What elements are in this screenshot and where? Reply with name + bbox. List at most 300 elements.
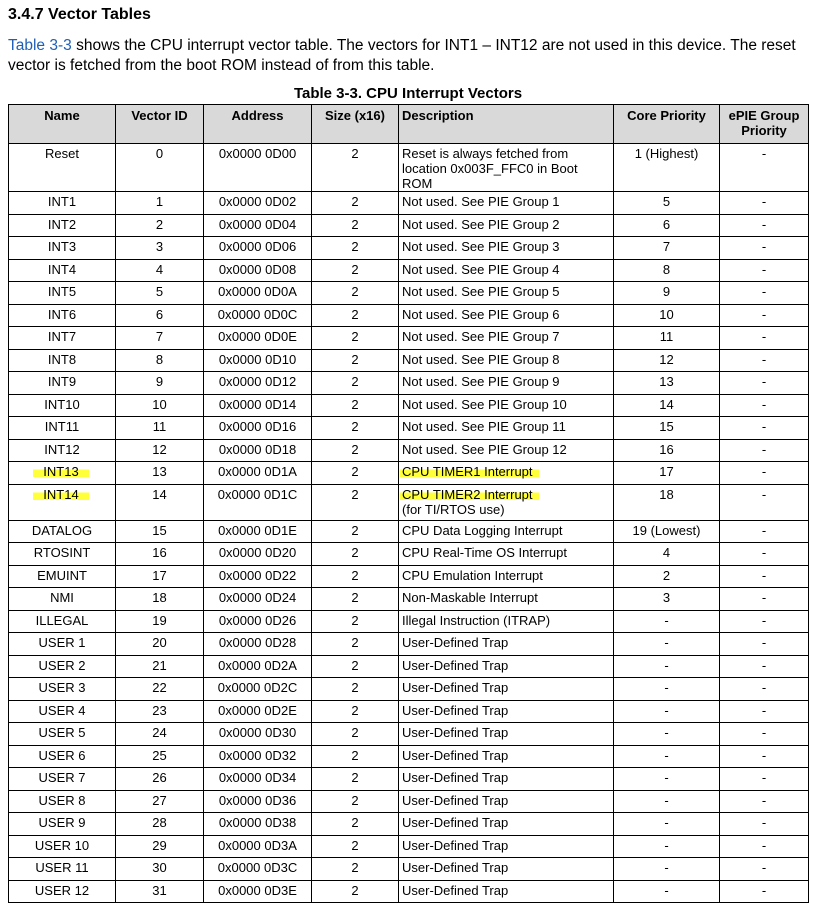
cell-core-priority [614,394,720,417]
cell-core-priority-text: - [664,612,669,628]
cell-size [312,327,399,350]
cell-name [9,327,116,350]
cell-description [399,858,614,881]
table-row [9,372,809,395]
cell-address-text: 0x0000 0D1C [217,486,298,502]
cell-core-priority-text: - [664,702,669,718]
cell-address-text: 0x0000 0D3C [217,860,298,875]
cell-vector-id-text: 13 [152,464,167,479]
cell-core-priority [614,835,720,858]
cell-epie-priority [720,192,809,215]
cell-name [9,462,116,485]
cell-epie-priority-text: - [761,567,767,583]
cell-core-priority-text: 15 [659,419,674,434]
cell-size-text: 2 [351,882,359,898]
cell-size [312,214,399,237]
cell-size-text: 2 [351,261,359,277]
cell-description-text: Non-Maskable Interrupt [402,590,538,605]
cell-size-text: 2 [351,590,359,605]
cell-size-text: 2 [351,725,359,740]
cell-core-priority-text: 16 [659,441,674,457]
cell-size [312,259,399,282]
cell-name [9,588,116,611]
cell-core-priority [614,858,720,881]
cell-epie-priority [720,484,809,520]
cell-epie-priority [720,588,809,611]
cell-vector-id [116,565,204,588]
cell-address-text: 0x0000 0D38 [218,815,297,830]
cell-name [9,813,116,836]
table-row [9,214,809,237]
column-header-description: Description [399,105,614,144]
cell-size [312,588,399,611]
cell-vector-id [116,349,204,372]
cell-size [312,565,399,588]
cell-vector-id [116,282,204,305]
cell-core-priority-text: 6 [662,216,671,232]
cell-description-text: User-Defined Trap [402,680,509,695]
cell-epie-priority-text: - [761,612,767,628]
table-row [9,813,809,836]
cell-name-text: INT8 [47,351,77,367]
cell-core-priority [614,192,720,215]
cell-size-text: 2 [351,770,359,785]
cell-address-text: 0x0000 0D24 [218,590,297,605]
cell-description-text: CPU TIMER1 Interrupt [400,464,539,479]
cell-size [312,655,399,678]
cell-vector-id [116,394,204,417]
table-row [9,327,809,350]
cell-address [204,417,312,440]
cell-size [312,304,399,327]
cell-name [9,394,116,417]
cell-size-text: 2 [351,486,359,502]
table-row [9,349,809,372]
cell-address [204,214,312,237]
cell-address [204,723,312,746]
cell-description-text: Not used. See PIE Group 8 [402,351,560,367]
cell-size [312,813,399,836]
table-body [9,144,809,903]
cell-size-text: 2 [351,329,359,344]
cell-address [204,394,312,417]
cell-epie-priority [720,349,809,372]
cell-vector-id [116,768,204,791]
cell-epie-priority [720,327,809,350]
cell-description [399,768,614,791]
cell-epie-priority [720,835,809,858]
cell-epie-priority [720,610,809,633]
table-row [9,768,809,791]
table-row [9,588,809,611]
cell-vector-id [116,439,204,462]
cell-vector-id-text: 9 [155,374,164,389]
cell-description [399,813,614,836]
cell-description-text: User-Defined Trap [402,792,509,808]
cell-core-priority-text: 7 [662,239,671,254]
cell-name [9,417,116,440]
cell-vector-id-text: 14 [152,486,167,502]
cell-vector-id [116,214,204,237]
cell-core-priority [614,237,720,260]
cell-size-text: 2 [351,374,359,389]
cell-vector-id [116,327,204,350]
cell-vector-id-text: 15 [152,522,167,538]
cell-address [204,633,312,656]
cell-description-text: User-Defined Trap [402,725,509,740]
cell-description-text: Not used. See PIE Group 12 [402,441,567,457]
cell-epie-priority-text: - [761,216,767,232]
cell-description-text: Not used. See PIE Group 9 [402,374,560,389]
cell-address [204,678,312,701]
cell-core-priority-text: 19 (Lowest) [632,522,701,538]
cell-size-text: 2 [351,657,359,673]
cell-name-text: USER 4 [38,702,86,718]
cell-size-text: 2 [351,146,359,161]
cell-epie-priority [720,678,809,701]
cell-epie-priority-text: - [761,374,767,389]
cell-name-text: INT11 [44,419,80,434]
table-row [9,439,809,462]
cell-name-text: USER 7 [38,770,86,785]
cell-address [204,304,312,327]
cell-name-text: Reset [45,146,79,161]
cell-vector-id-text: 24 [152,725,167,740]
cell-description [399,439,614,462]
cell-epie-priority [720,462,809,485]
table-row [9,880,809,903]
cell-epie-priority-text: - [761,590,767,605]
cell-address [204,700,312,723]
cell-name [9,700,116,723]
cell-name-text: USER 12 [34,882,90,898]
cell-core-priority [614,259,720,282]
cell-name-text: INT1 [47,194,77,209]
cell-description [399,259,614,282]
cell-vector-id-text: 27 [152,792,167,808]
cell-name-text: INT5 [47,284,77,299]
cell-description [399,282,614,305]
cell-epie-priority [720,565,809,588]
cell-description [399,745,614,768]
cell-description [399,723,614,746]
cell-size-text: 2 [351,194,359,209]
cell-vector-id [116,417,204,440]
cell-name-text: USER 9 [38,815,86,830]
cell-address-text: 0x0000 0D04 [218,216,297,232]
cell-epie-priority [720,790,809,813]
cell-size [312,462,399,485]
cell-epie-priority [720,417,809,440]
cell-address [204,745,312,768]
cell-description-text: Not used. See PIE Group 7 [402,329,560,344]
cell-epie-priority [720,259,809,282]
cell-address [204,484,312,520]
cell-address-text: 0x0000 0D08 [218,261,297,277]
cell-size-text: 2 [351,567,359,583]
cell-vector-id-text: 16 [152,545,167,560]
cell-epie-priority [720,282,809,305]
cell-description [399,655,614,678]
cell-epie-priority-text: - [761,239,767,254]
cell-core-priority-text: 2 [662,567,671,583]
intro-text: shows the CPU interrupt vector table. The vectors for INT1 – INT12 are not used in this device. The reset vector is fetched from the boot ROM instead of from this table. [8,37,796,74]
table-reference-link[interactable]: Table 3-3 [8,37,72,54]
cell-core-priority [614,484,720,520]
cell-address [204,237,312,260]
cell-vector-id [116,790,204,813]
cell-address-text: 0x0000 0D2A [218,657,297,673]
cell-core-priority-text: 10 [659,306,674,322]
cell-epie-priority-text: - [761,351,767,367]
cell-description-text: User-Defined Trap [402,770,509,785]
table-row [9,417,809,440]
cell-size [312,790,399,813]
cell-address [204,372,312,395]
cell-address [204,327,312,350]
cell-name-text: NMI [50,590,74,605]
cell-description-text: Not used. See PIE Group 1 [402,194,560,209]
cell-name-text: INT13 [33,464,88,479]
cell-description [399,588,614,611]
cell-address-text: 0x0000 0D06 [218,239,297,254]
cell-size [312,543,399,566]
cell-size-text: 2 [351,680,359,695]
cell-description [399,394,614,417]
cell-core-priority [614,214,720,237]
cell-size [312,144,399,192]
cell-vector-id [116,655,204,678]
table-row [9,543,809,566]
cell-size [312,633,399,656]
cell-description-text: User-Defined Trap [402,657,509,673]
cell-address-text: 0x0000 0D00 [218,146,297,161]
cell-vector-id [116,372,204,395]
cell-vector-id-text: 18 [152,590,167,605]
cell-epie-priority-text: - [761,441,767,457]
cell-address-text: 0x0000 0D14 [218,396,297,412]
cell-address-text: 0x0000 0D28 [218,635,297,650]
cell-vector-id-text: 23 [152,702,167,718]
cell-core-priority [614,700,720,723]
cell-description-text: User-Defined Trap [402,635,509,650]
cell-name-text: USER 11 [35,860,89,875]
cpu-interrupt-vector-table [8,104,809,903]
cell-name-text: USER 8 [38,792,86,808]
cell-vector-id [116,745,204,768]
cell-size [312,417,399,440]
cell-size-text: 2 [351,837,359,853]
table-row [9,462,809,485]
cell-core-priority-text: - [664,747,669,763]
table-row [9,678,809,701]
cell-name-text: ILLEGAL [35,612,89,628]
cell-epie-priority-text: - [761,770,767,785]
table-row [9,700,809,723]
cell-size-text: 2 [351,284,359,299]
cell-name-text: INT7 [47,329,77,344]
cell-epie-priority [720,237,809,260]
cell-address [204,462,312,485]
cell-core-priority [614,543,720,566]
cell-vector-id-text: 11 [152,419,167,434]
cell-name [9,144,116,192]
cell-vector-id-text: 30 [152,860,167,875]
cell-address [204,588,312,611]
cell-epie-priority [720,372,809,395]
cell-epie-priority-text: - [761,284,767,299]
cell-description [399,144,614,192]
cell-epie-priority [720,700,809,723]
cell-name [9,655,116,678]
cell-core-priority [614,565,720,588]
cell-address [204,520,312,543]
cell-vector-id-text: 8 [155,351,164,367]
cell-description [399,192,614,215]
cell-core-priority-text: - [664,837,669,853]
cell-address-text: 0x0000 0D26 [218,612,297,628]
table-row [9,282,809,305]
cell-core-priority [614,372,720,395]
column-header-core-priority: Core Priority [614,105,720,144]
cell-name [9,520,116,543]
cell-address [204,144,312,192]
cell-core-priority [614,462,720,485]
cell-epie-priority-text: - [761,419,767,434]
cell-size-text: 2 [351,860,359,875]
cell-description [399,700,614,723]
cell-address-text: 0x0000 0D20 [218,545,297,560]
cell-epie-priority-text: - [761,860,767,875]
cell-name [9,484,116,520]
cell-epie-priority [720,543,809,566]
cell-vector-id-text: 26 [152,770,167,785]
cell-vector-id-text: 17 [152,567,167,583]
cell-core-priority [614,144,720,192]
cell-description-text: CPU Emulation Interrupt [402,567,543,583]
cell-description [399,678,614,701]
cell-size [312,610,399,633]
cell-core-priority [614,588,720,611]
table-row [9,610,809,633]
cell-description [399,214,614,237]
cell-size-text: 2 [351,464,359,479]
cell-name-text: USER 2 [38,657,86,673]
table-row [9,192,809,215]
cell-size-text: 2 [351,522,359,538]
cell-address-text: 0x0000 0D34 [218,770,297,785]
cell-size [312,282,399,305]
table-row [9,790,809,813]
cell-vector-id-text: 22 [152,680,167,695]
cell-vector-id-text: 21 [152,657,167,673]
cell-vector-id-text: 5 [155,284,164,299]
cell-epie-priority [720,439,809,462]
cell-core-priority-text: - [664,680,669,695]
cell-name-text: INT3 [47,239,77,254]
cell-address-text: 0x0000 0D0E [218,329,297,344]
cell-vector-id [116,723,204,746]
table-row [9,144,809,192]
cell-name [9,543,116,566]
cell-vector-id [116,610,204,633]
cell-core-priority [614,880,720,903]
table-row [9,565,809,588]
table-row [9,259,809,282]
cell-description [399,835,614,858]
cell-core-priority-text: - [664,792,669,808]
cell-core-priority-text: - [664,725,669,740]
cell-address-text: 0x0000 0D32 [218,747,297,763]
cell-address-text: 0x0000 0D22 [218,567,297,583]
cell-vector-id [116,259,204,282]
cell-size [312,723,399,746]
cell-epie-priority-text: - [761,725,767,740]
cell-name [9,214,116,237]
cell-epie-priority [720,633,809,656]
cell-size-text: 2 [351,441,359,457]
table-row [9,858,809,881]
cell-vector-id-text: 6 [155,306,164,322]
cell-address [204,880,312,903]
cell-core-priority [614,520,720,543]
cell-name-text: INT4 [47,261,77,277]
cell-core-priority [614,678,720,701]
cell-epie-priority-text: - [761,837,767,853]
cell-core-priority [614,417,720,440]
cell-description-text: Not used. See PIE Group 10 [402,396,567,412]
cell-epie-priority [720,858,809,881]
column-header-vector-id: Vector ID [116,105,204,144]
cell-core-priority [614,655,720,678]
cell-vector-id [116,543,204,566]
cell-size-text: 2 [351,239,359,254]
cell-core-priority [614,723,720,746]
cell-vector-id-text: 29 [152,837,167,853]
cell-epie-priority-text: - [761,146,767,161]
cell-address [204,655,312,678]
cell-name [9,372,116,395]
table-header-row [9,105,809,144]
cell-description-text: Not used. See PIE Group 5 [402,284,560,299]
cell-vector-id [116,633,204,656]
cell-address-text: 0x0000 0D36 [218,792,297,808]
cell-name [9,439,116,462]
cell-address [204,858,312,881]
cell-vector-id [116,835,204,858]
cell-address-text: 0x0000 0D30 [218,725,297,740]
cell-core-priority [614,349,720,372]
cell-epie-priority [720,655,809,678]
cell-core-priority [614,813,720,836]
cell-name [9,723,116,746]
cell-size-text: 2 [351,612,359,628]
cell-address-text: 0x0000 0D02 [218,194,297,209]
cell-description [399,417,614,440]
cell-name [9,237,116,260]
cell-core-priority-text: 5 [662,194,671,209]
cell-name-text: USER 6 [38,747,86,763]
table-row [9,655,809,678]
cell-description-text: Not used. See PIE Group 2 [402,216,560,232]
cell-address-text: 0x0000 0D16 [218,419,297,434]
cell-address-text: 0x0000 0D0C [217,306,298,322]
cell-epie-priority [720,144,809,192]
cell-core-priority-text: - [664,770,669,785]
cell-address [204,768,312,791]
cell-address [204,835,312,858]
cell-vector-id [116,678,204,701]
